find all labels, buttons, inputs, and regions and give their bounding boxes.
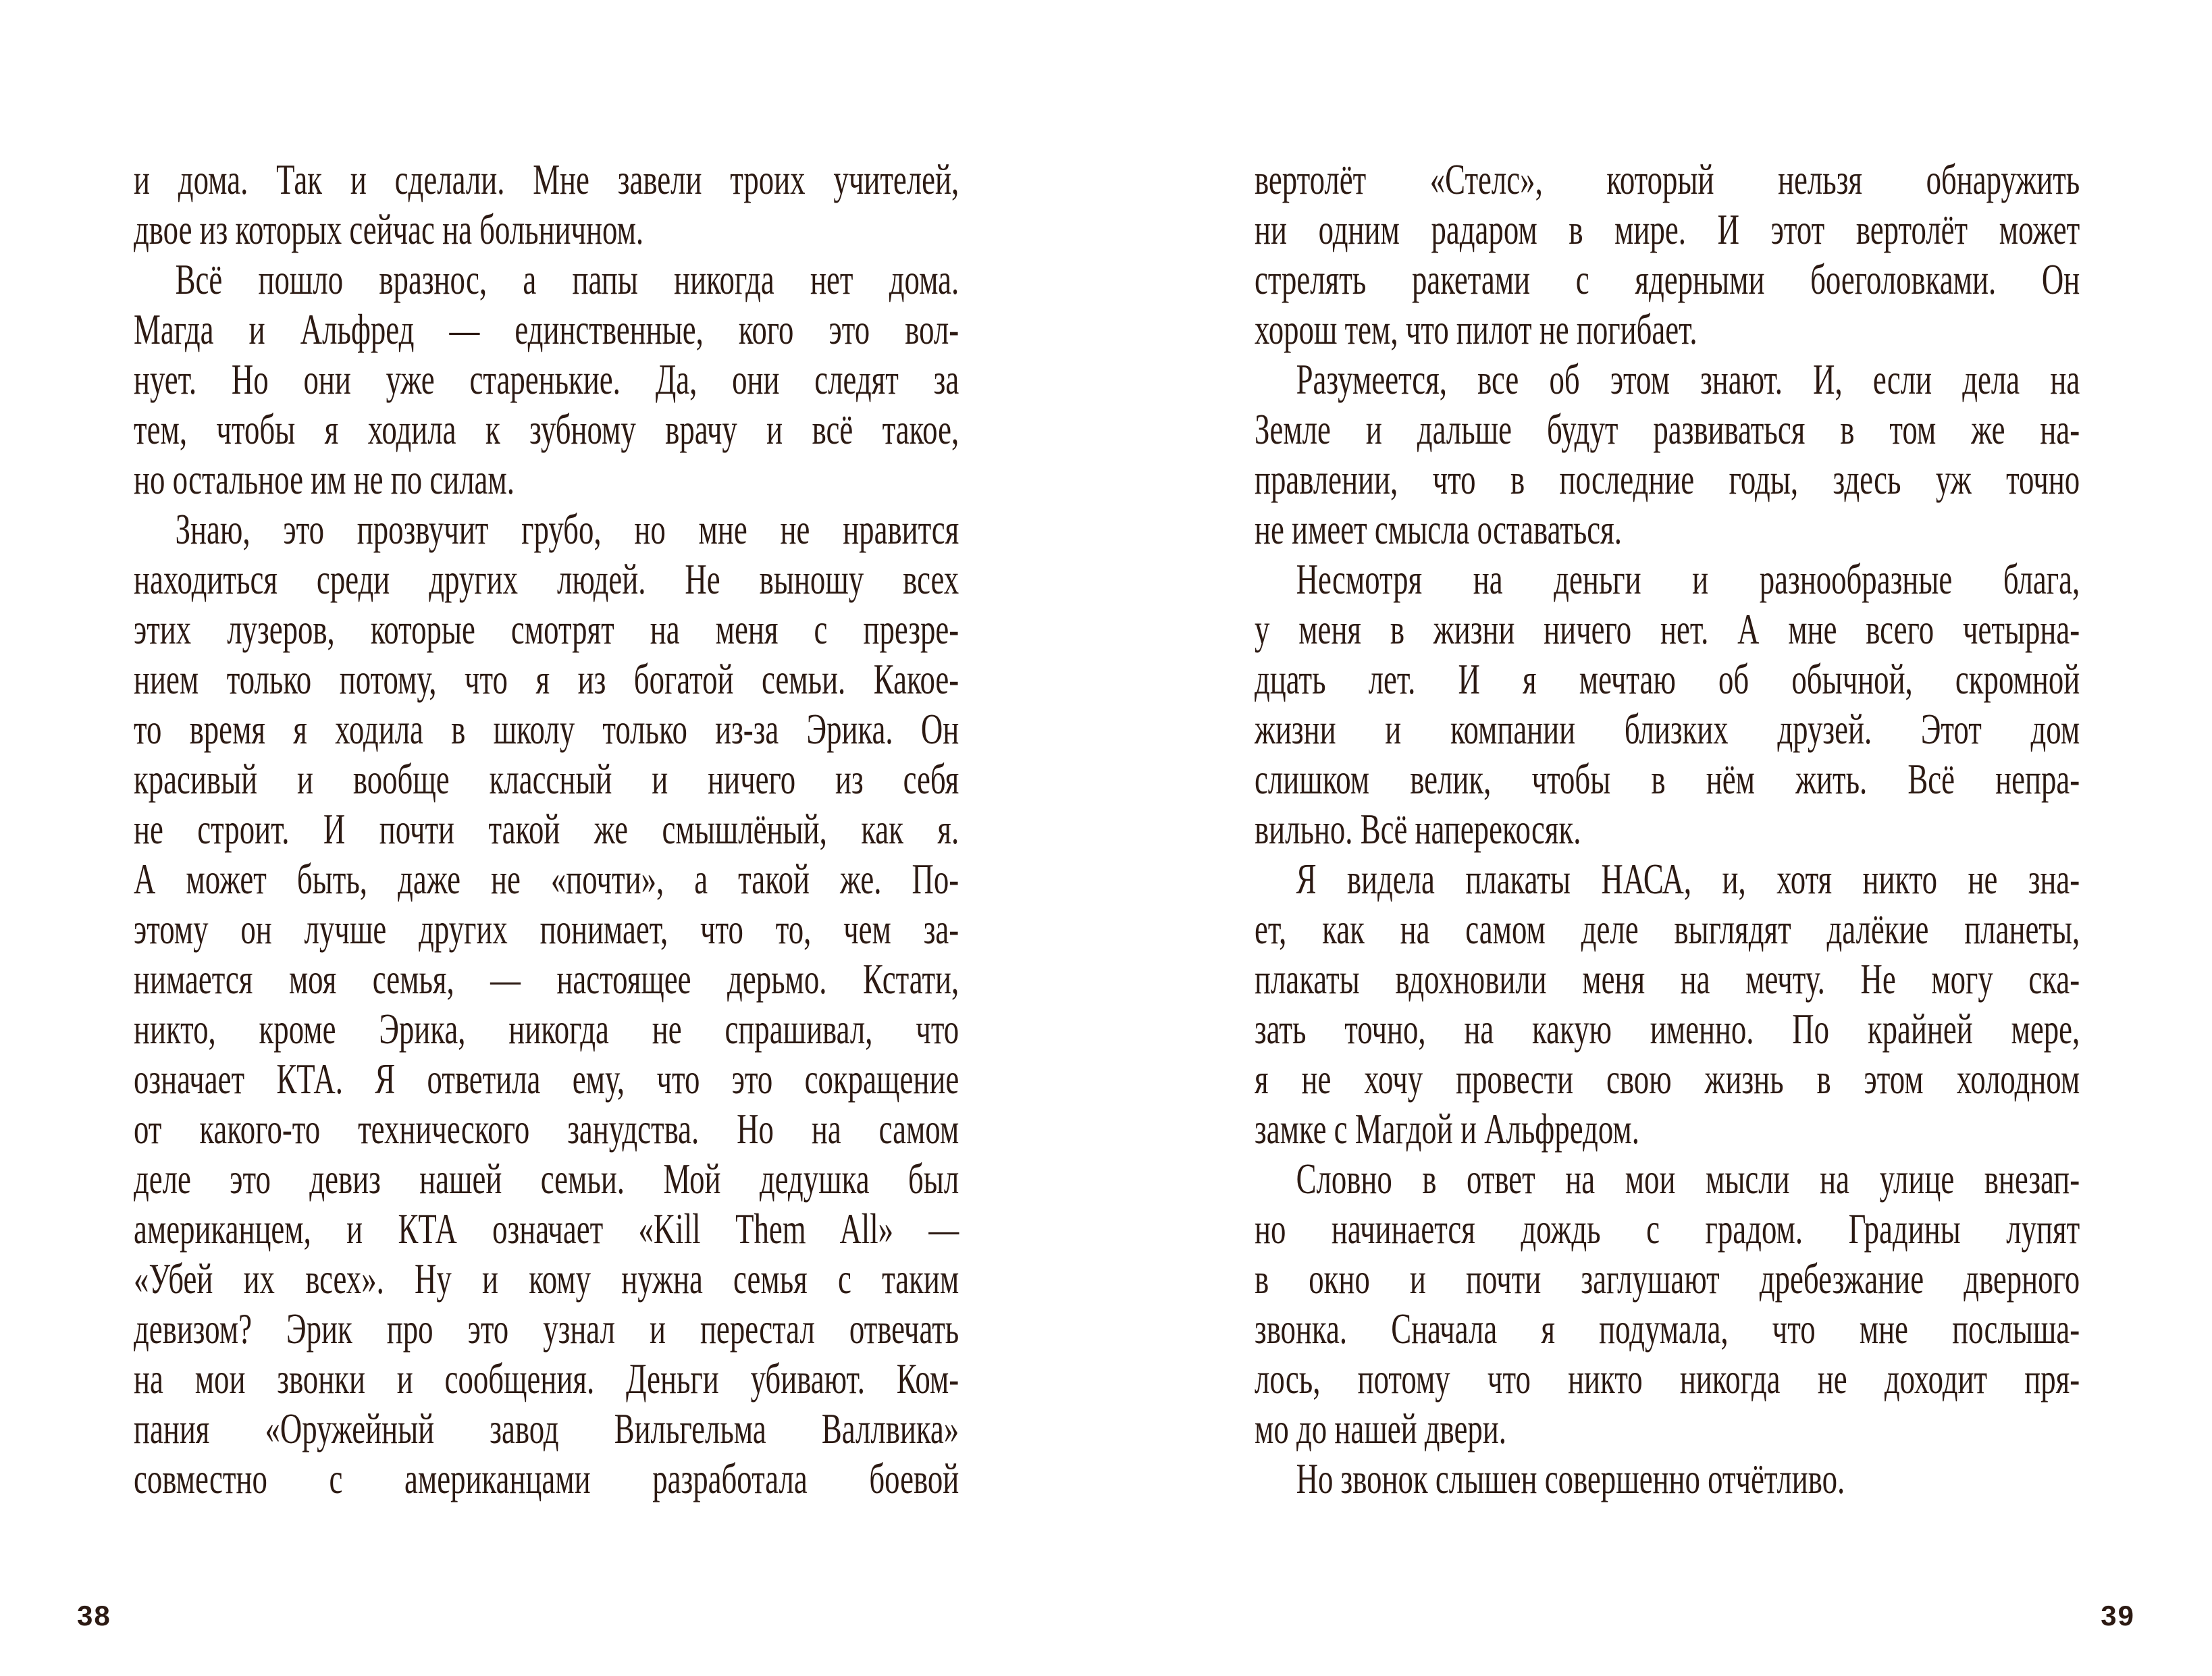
text-line: ет, как на самом деле выглядят далёкие планеты,	[1255, 905, 2080, 953]
text-line: в окно и почти заглушают дребезжание дверного	[1255, 1255, 2080, 1303]
text-line: Несмотря на деньги и разнообразные блага,	[1296, 555, 2080, 603]
text-line: Знаю, это прозвучит грубо, но мне не нравится	[175, 505, 959, 553]
text-line: означает КТА. Я ответила ему, что это сокращение	[134, 1055, 959, 1103]
text-line: деле это девиз нашей семьи. Мой дедушка был	[134, 1155, 959, 1203]
text-line: нует. Но они уже старенькие. Да, они следят за	[134, 355, 959, 403]
page-39-text-column	[1255, 155, 2080, 1504]
text-line: находиться среди других людей. Не выношу всех	[134, 555, 959, 603]
text-line: вильно. Всё наперекосяк.	[1255, 805, 1581, 853]
text-line: то время я ходила в школу только из-за Эрика. Он	[134, 705, 959, 753]
page-number-left: 38	[77, 1600, 111, 1631]
text-line: этих лузеров, которые смотрят на меня с презре-	[134, 605, 959, 653]
text-line: «Убей их всех». Ну и кому нужна семья с таким	[134, 1255, 959, 1303]
text-line: я не хочу провести свою жизнь в этом холодном	[1255, 1055, 2080, 1103]
text-line: дцать лет. И я мечтаю об обычной, скромной	[1255, 655, 2080, 703]
text-line: А может быть, даже не «почти», а такой же. По-	[134, 855, 959, 903]
text-line: этому он лучше других понимает, что то, чем за-	[134, 905, 959, 953]
text-line: вертолёт «Стелс», который нельзя обнаружить	[1255, 155, 2080, 203]
text-line: правлении, что в последние годы, здесь уж точно	[1255, 455, 2080, 503]
text-line: замке с Магдой и Альфредом.	[1255, 1105, 1639, 1153]
text-line: лось, потому что никто никогда не доходит пря-	[1255, 1355, 2080, 1403]
text-line: и дома. Так и сделали. Мне завели троих учителей,	[134, 155, 959, 203]
text-line: ни одним радаром в мире. И этот вертолёт может	[1255, 205, 2080, 253]
text-line: Земле и дальше будут развиваться в том же на-	[1255, 405, 2080, 453]
text-line: никто, кроме Эрика, никогда не спрашивал, что	[134, 1005, 959, 1053]
text-line: но остальное им не по силам.	[134, 455, 515, 503]
page-number-right: 39	[2101, 1600, 2135, 1631]
text-line: звонка. Сначала я подумала, что мне послыша-	[1255, 1305, 2080, 1353]
text-line: на мои звонки и сообщения. Деньги убивают. Ком-	[134, 1355, 959, 1403]
text-line: жизни и компании близких друзей. Этот дом	[1255, 705, 2080, 753]
text-line: двое из которых сейчас на больничном.	[134, 205, 644, 253]
text-line: девизом? Эрик про это узнал и перестал отвечать	[134, 1305, 959, 1353]
text-line: красивый и вообще классный и ничего из себя	[134, 755, 959, 803]
text-line: нимается моя семья, — настоящее дерьмо. Кстати,	[134, 955, 959, 1003]
text-line: пания «Оружейный завод Вильгельма Валлвика»	[134, 1405, 959, 1452]
text-line: от какого-то технического занудства. Но на самом	[134, 1105, 959, 1153]
text-line: Магда и Альфред — единственные, кого это вол-	[134, 305, 959, 353]
text-line: мо до нашей двери.	[1255, 1405, 1506, 1452]
text-line: хорош тем, что пилот не погибает.	[1255, 305, 1697, 353]
text-line: Всё пошло вразнос, а папы никогда нет дома.	[175, 255, 959, 303]
page-38-text-column	[134, 155, 959, 1504]
text-line: но начинается дождь с градом. Градины лупят	[1255, 1205, 2080, 1253]
text-line: у меня в жизни ничего нет. А мне всего четырна-	[1255, 605, 2080, 653]
text-line: Я видела плакаты НАСА, и, хотя никто не зна-	[1296, 855, 2080, 903]
text-line: тем, чтобы я ходила к зубному врачу и всё такое,	[134, 405, 959, 453]
text-line: не строит. И почти такой же смышлёный, как я.	[134, 805, 959, 853]
text-line: совместно с американцами разработала боевой	[134, 1455, 959, 1502]
text-line: Словно в ответ на мои мысли на улице внезап-	[1296, 1155, 2080, 1203]
text-line: слишком велик, чтобы в нём жить. Всё непра-	[1255, 755, 2080, 803]
text-line: Разумеется, все об этом знают. И, если дела на	[1296, 355, 2080, 403]
text-line: стрелять ракетами с ядерными боеголовками. Он	[1255, 255, 2080, 303]
text-line: нием только потому, что я из богатой семьи. Какое-	[134, 655, 959, 703]
text-line: не имеет смысла оставаться.	[1255, 505, 1622, 553]
text-line: Но звонок слышен совершенно отчётливо.	[1296, 1455, 1845, 1502]
text-line: плакаты вдохновили меня на мечту. Не могу ска-	[1255, 955, 2080, 1003]
text-line: зать точно, на какую именно. По крайней мере,	[1255, 1005, 2080, 1053]
text-line: американцем, и КТА означает «Kill Them All» —	[134, 1205, 959, 1253]
